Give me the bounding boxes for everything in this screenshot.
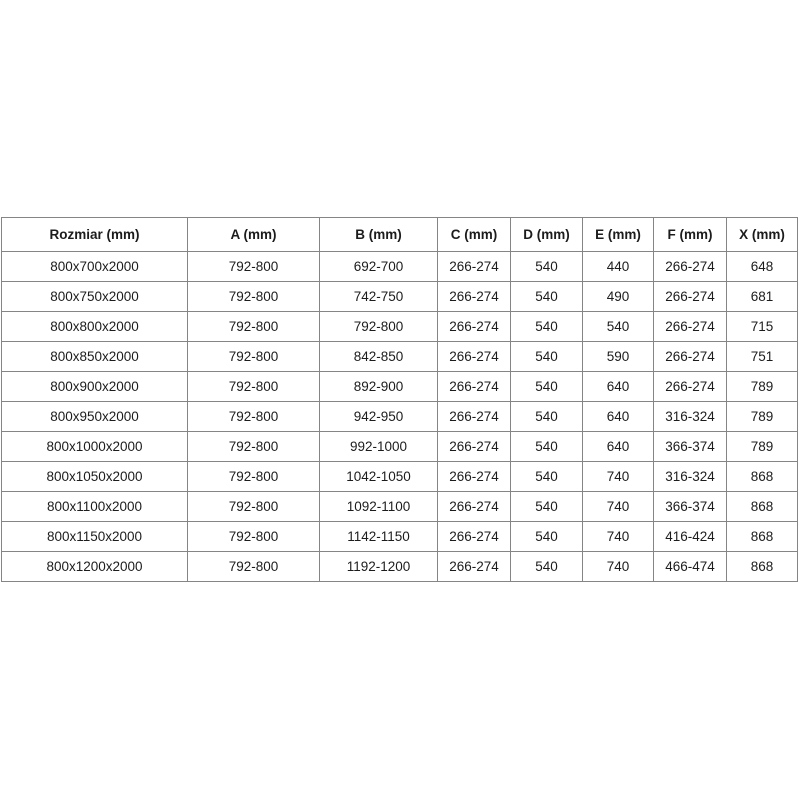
dimension-cell: 266-274 xyxy=(438,342,511,372)
size-cell: 800x1100x2000 xyxy=(2,492,188,522)
column-header: D (mm) xyxy=(511,218,583,252)
table-row xyxy=(2,252,798,282)
dimension-cell: 681 xyxy=(727,282,798,312)
dimension-cell: 868 xyxy=(727,522,798,552)
dimension-cell: 590 xyxy=(583,342,654,372)
dimension-cell: 942-950 xyxy=(320,402,438,432)
table-header xyxy=(2,218,798,252)
dimension-cell: 792-800 xyxy=(188,402,320,432)
table-body xyxy=(2,252,798,582)
dimension-cell: 266-274 xyxy=(438,282,511,312)
table-row xyxy=(2,432,798,462)
size-cell: 800x800x2000 xyxy=(2,312,188,342)
dimension-cell: 1092-1100 xyxy=(320,492,438,522)
table-header-row xyxy=(2,218,798,252)
column-header: X (mm) xyxy=(727,218,798,252)
dimension-cell: 266-274 xyxy=(438,372,511,402)
dimension-cell: 640 xyxy=(583,402,654,432)
table-row xyxy=(2,522,798,552)
dimension-cell: 740 xyxy=(583,492,654,522)
size-cell: 800x1000x2000 xyxy=(2,432,188,462)
dimension-cell: 792-800 xyxy=(188,492,320,522)
dimension-cell: 266-274 xyxy=(654,372,727,402)
dimension-cell: 540 xyxy=(511,282,583,312)
dimension-cell: 792-800 xyxy=(320,312,438,342)
dimension-cell: 266-274 xyxy=(438,402,511,432)
dimension-cell: 640 xyxy=(583,432,654,462)
table-row xyxy=(2,462,798,492)
dimension-cell: 266-274 xyxy=(438,522,511,552)
dimension-cell: 266-274 xyxy=(438,552,511,582)
dimension-cell: 540 xyxy=(511,462,583,492)
dimension-cell: 316-324 xyxy=(654,402,727,432)
dimension-cell: 490 xyxy=(583,282,654,312)
dimension-cell: 266-274 xyxy=(438,462,511,492)
dimension-cell: 740 xyxy=(583,522,654,552)
column-header: F (mm) xyxy=(654,218,727,252)
dimension-cell: 266-274 xyxy=(654,252,727,282)
dimension-cell: 789 xyxy=(727,432,798,462)
table-row xyxy=(2,342,798,372)
dimension-cell: 792-800 xyxy=(188,522,320,552)
dimension-cell: 792-800 xyxy=(188,552,320,582)
dimension-cell: 266-274 xyxy=(654,342,727,372)
dimension-cell: 789 xyxy=(727,402,798,432)
dimension-cell: 540 xyxy=(511,492,583,522)
table-row xyxy=(2,552,798,582)
dimension-cell: 792-800 xyxy=(188,462,320,492)
dimension-cell: 868 xyxy=(727,552,798,582)
dimension-cell: 266-274 xyxy=(654,312,727,342)
dimension-cell: 266-274 xyxy=(438,252,511,282)
dimension-cell: 266-274 xyxy=(438,492,511,522)
dimension-cell: 540 xyxy=(511,522,583,552)
dimension-cell: 792-800 xyxy=(188,282,320,312)
dimension-cell: 540 xyxy=(511,372,583,402)
dimension-cell: 640 xyxy=(583,372,654,402)
dimension-cell: 366-374 xyxy=(654,492,727,522)
table-row xyxy=(2,402,798,432)
dimension-cell: 751 xyxy=(727,342,798,372)
dimension-cell: 540 xyxy=(511,342,583,372)
size-cell: 800x1150x2000 xyxy=(2,522,188,552)
size-cell: 800x900x2000 xyxy=(2,372,188,402)
dimension-cell: 792-800 xyxy=(188,432,320,462)
size-cell: 800x750x2000 xyxy=(2,282,188,312)
dimension-cell: 792-800 xyxy=(188,342,320,372)
dimension-cell: 992-1000 xyxy=(320,432,438,462)
column-header: B (mm) xyxy=(320,218,438,252)
dimensions-table xyxy=(1,217,798,582)
dimension-cell: 868 xyxy=(727,492,798,522)
dimension-cell: 540 xyxy=(511,552,583,582)
dimension-cell: 742-750 xyxy=(320,282,438,312)
dimension-cell: 366-374 xyxy=(654,432,727,462)
dimension-cell: 416-424 xyxy=(654,522,727,552)
dimension-cell: 792-800 xyxy=(188,312,320,342)
table-row xyxy=(2,492,798,522)
dimension-cell: 792-800 xyxy=(188,252,320,282)
dimension-cell: 648 xyxy=(727,252,798,282)
column-header: E (mm) xyxy=(583,218,654,252)
dimension-cell: 1192-1200 xyxy=(320,552,438,582)
dimension-cell: 692-700 xyxy=(320,252,438,282)
dimension-cell: 740 xyxy=(583,462,654,492)
dimensions-table-container xyxy=(1,217,797,582)
dimension-cell: 540 xyxy=(511,312,583,342)
column-header: A (mm) xyxy=(188,218,320,252)
table-row xyxy=(2,282,798,312)
size-cell: 800x1200x2000 xyxy=(2,552,188,582)
dimension-cell: 540 xyxy=(511,252,583,282)
dimension-cell: 540 xyxy=(583,312,654,342)
dimension-cell: 1042-1050 xyxy=(320,462,438,492)
dimension-cell: 266-274 xyxy=(438,312,511,342)
dimension-cell: 316-324 xyxy=(654,462,727,492)
dimension-cell: 540 xyxy=(511,402,583,432)
dimension-cell: 266-274 xyxy=(438,432,511,462)
size-cell: 800x950x2000 xyxy=(2,402,188,432)
dimension-cell: 440 xyxy=(583,252,654,282)
size-cell: 800x1050x2000 xyxy=(2,462,188,492)
table-row xyxy=(2,312,798,342)
dimension-cell: 466-474 xyxy=(654,552,727,582)
dimension-cell: 789 xyxy=(727,372,798,402)
dimension-cell: 1142-1150 xyxy=(320,522,438,552)
dimension-cell: 868 xyxy=(727,462,798,492)
dimension-cell: 792-800 xyxy=(188,372,320,402)
dimension-cell: 266-274 xyxy=(654,282,727,312)
dimension-cell: 842-850 xyxy=(320,342,438,372)
dimension-cell: 740 xyxy=(583,552,654,582)
column-header: Rozmiar (mm) xyxy=(2,218,188,252)
dimension-cell: 540 xyxy=(511,432,583,462)
dimension-cell: 715 xyxy=(727,312,798,342)
column-header: C (mm) xyxy=(438,218,511,252)
size-cell: 800x700x2000 xyxy=(2,252,188,282)
dimension-cell: 892-900 xyxy=(320,372,438,402)
table-row xyxy=(2,372,798,402)
size-cell: 800x850x2000 xyxy=(2,342,188,372)
